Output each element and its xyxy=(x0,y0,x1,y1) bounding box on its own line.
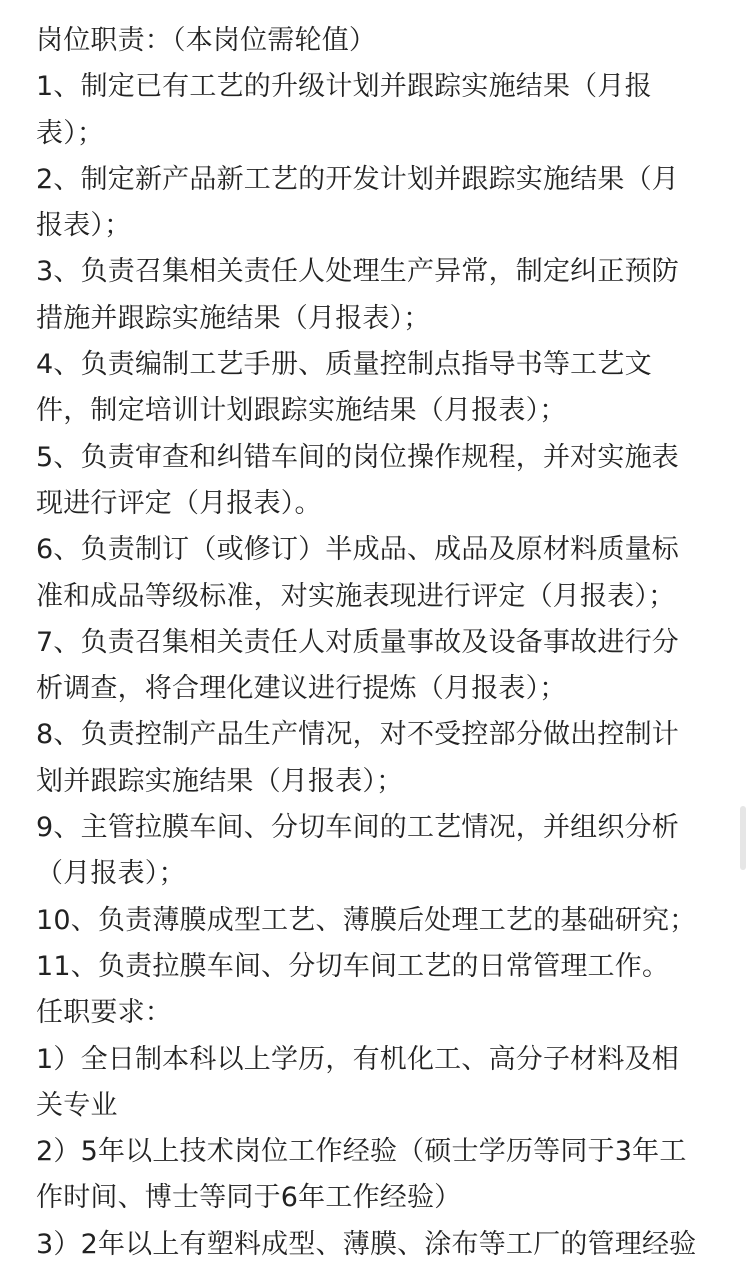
text-line: 9、主管拉膜车间、分切车间的工艺情况，并组织分析 xyxy=(36,812,679,844)
text-line: 3）2年以上有塑料成型、薄膜、涂布等工厂的管理经验 xyxy=(36,1228,697,1260)
scrollbar-thumb[interactable] xyxy=(740,806,746,870)
text-line: 表）； xyxy=(36,117,105,149)
text-line: 件，制定培训计划跟踪实施结果（月报表）； xyxy=(36,395,567,427)
text-line: 准和成品等级标准，对实施表现进行评定（月报表）； xyxy=(36,580,676,612)
text-line: 作时间、博士等同于6年工作经验） xyxy=(36,1182,462,1214)
text-line: 10、负责薄膜成型工艺、薄膜后处理工艺的基础研究； xyxy=(36,904,697,936)
text-line: 1、制定已有工艺的升级计划并跟踪实施结果（月报 xyxy=(36,71,652,103)
text-line: 现进行评定（月报表）。 xyxy=(36,487,322,519)
job-description-text xyxy=(36,18,726,1268)
text-line: 关专业 xyxy=(36,1089,118,1121)
text-line: （月报表）； xyxy=(36,858,186,890)
text-line: 1）全日制本科以上学历，有机化工、高分子材料及相 xyxy=(36,1043,679,1075)
text-line: 8、负责控制产品生产情况，对不受控部分做出控制计 xyxy=(36,719,679,751)
text-line: 7、负责召集相关责任人对质量事故及设备事故进行分 xyxy=(36,626,679,658)
text-line: 6、负责制订（或修订）半成品、成品及原材料质量标 xyxy=(36,534,679,566)
text-line: 措施并跟踪实施结果（月报表）； xyxy=(36,302,431,334)
text-line: 析调查，将合理化建议进行提炼（月报表）； xyxy=(36,673,567,705)
text-line: 3、负责召集相关责任人处理生产异常，制定纠正预防 xyxy=(36,256,679,288)
text-line: 5、负责审查和纠错车间的岗位操作规程，并对实施表 xyxy=(36,441,679,473)
section-heading-requirements: 任职要求： xyxy=(36,997,172,1029)
text-line: 4、负责编制工艺手册、质量控制点指导书等工艺文 xyxy=(36,349,652,381)
text-line: 报表）； xyxy=(36,210,132,242)
text-line: 2、制定新产品新工艺的开发计划并跟踪实施结果（月 xyxy=(36,163,679,195)
text-line: 2）5年以上技术岗位工作经验（硕士学历等同于3年工 xyxy=(36,1136,687,1168)
text-line: 划并跟踪实施结果（月报表）； xyxy=(36,765,404,797)
section-heading-responsibilities: 岗位职责：（本岗位需轮值） xyxy=(36,25,377,56)
text-line: 11、负责拉膜车间、分切车间工艺的日常管理工作。 xyxy=(36,950,670,982)
